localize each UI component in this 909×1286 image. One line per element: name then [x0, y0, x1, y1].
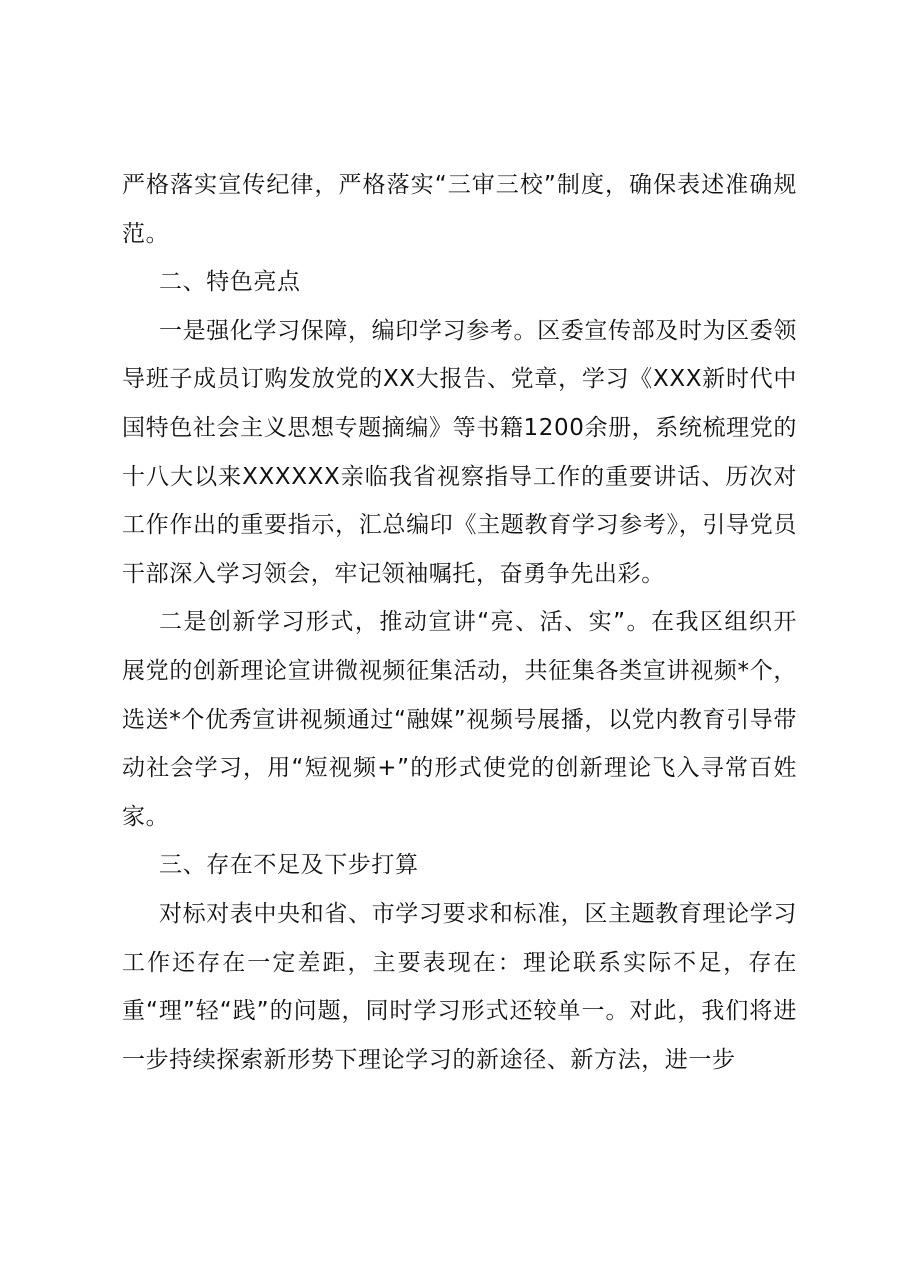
- document-body: [122, 161, 797, 1084]
- paragraph-study-format: 二是创新学习形式，推动宣讲“亮、活、实”。在我区组织开展党的创新理论宣讲微视频征集活动，共征集各类宣讲视频*个，选送*个优秀宣讲视频通过“融媒”视频号展播，以党内教育引导带动社会学习，用“短视频+”的形式使党的创新理论飞入寻常百姓家。: [122, 609, 797, 830]
- section-heading-shortcomings: 三、存在不足及下步打算: [159, 852, 419, 879]
- paragraph-continuation: 严格落实宣传纪律，严格落实“三审三校”制度，确保表述准确规范。: [122, 172, 797, 247]
- paragraph-shortcomings: 对标对表中央和省、市学习要求和标准，区主题教育理论学习工作还存在一定差距，主要表现在：理论联系实际不足，存在重“理”轻“践”的问题，同时学习形式还较单一。对此，我们将进一步持续探索新形势下理论学习的新途径、新方法，进一步: [122, 900, 797, 1073]
- paragraph-study-support: 一是强化学习保障，编印学习参考。区委宣传部及时为区委领导班子成员订购发放党的XX大报告、党章，学习《XXX新时代中国特色社会主义思想专题摘编》等书籍1200余册，系统梳理党的十八大以来XXXXXX亲临我省视察指导工作的重要讲话、历次对工作作出的重要指示，汇总编印《主题教育学习参考》，引导党员干部深入学习领会，牢记领袖嘱托，奋勇争先出彩。: [122, 317, 797, 587]
- section-heading-features: 二、特色亮点: [159, 269, 301, 296]
